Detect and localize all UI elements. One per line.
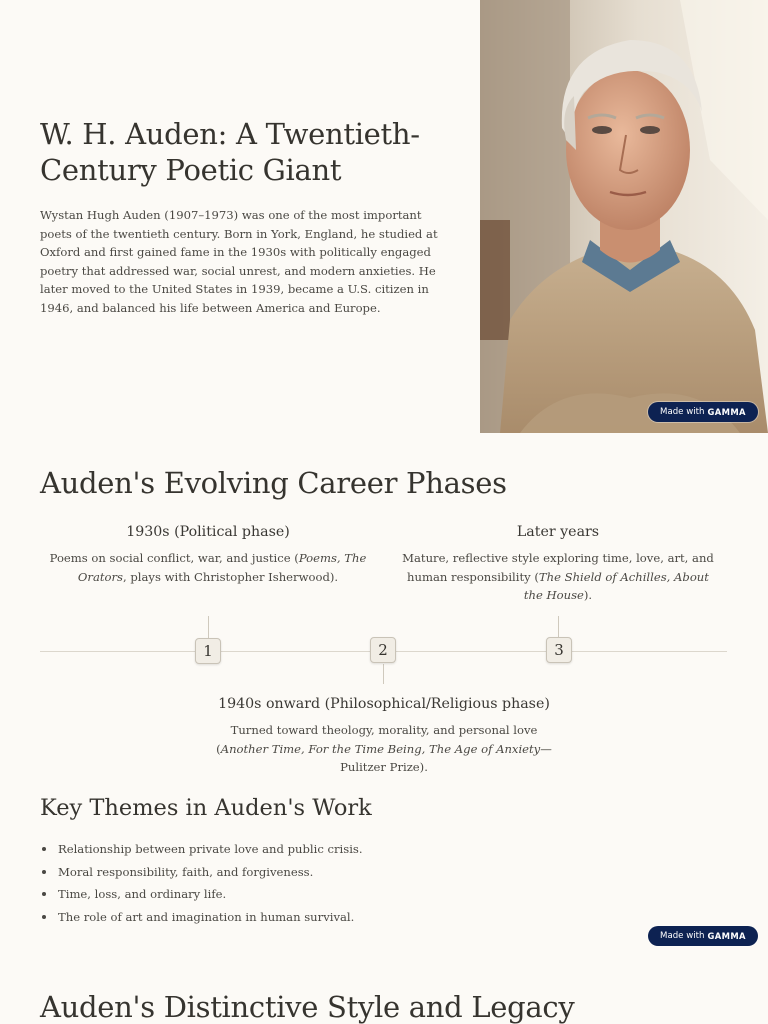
made-with-gamma-badge[interactable] [648, 402, 758, 422]
themes-section-title: Key Themes in Auden's Work [40, 795, 372, 821]
badge-brand: GAMMA [707, 407, 746, 417]
portrait-image [480, 0, 768, 433]
phase-heading: Later years [516, 524, 600, 540]
badge-brand: GAMMA [707, 931, 746, 941]
badge-prefix: Made with [660, 931, 705, 941]
list-item: The role of art and imagination in human survival. [40, 906, 600, 929]
timeline-marker-3: 3 [546, 637, 572, 663]
phase-description: Mature, reflective style exploring time, love, art, and human responsibility (The Shield of Achilles, About the House). [402, 551, 714, 602]
timeline-connector [558, 616, 559, 638]
timeline-marker-2: 2 [370, 637, 396, 663]
phase-heading: 1930s (Political phase) [126, 524, 290, 540]
phase-later-years [398, 522, 718, 605]
made-with-gamma-badge[interactable] [648, 926, 758, 946]
phase-heading: 1940s onward (Philosophical/Religious phase) [218, 696, 550, 712]
timeline-connector [208, 616, 209, 638]
list-item: Moral responsibility, faith, and forgiveness. [40, 861, 600, 884]
page-title: W. H. Auden: A Twentieth-Century Poetic Giant [40, 117, 420, 187]
phase-description: Turned toward theology, morality, and personal love (Another Time, For the Time Being, The Age of Anxiety— Pulitzer Prize). [216, 723, 552, 774]
list-item: Time, loss, and ordinary life. [40, 883, 600, 906]
list-item: Relationship between private love and public crisis. [40, 838, 600, 861]
themes-list [40, 838, 600, 928]
timeline-marker-1: 1 [195, 638, 221, 664]
badge-prefix: Made with [660, 407, 705, 417]
portrait-photo-icon [480, 0, 768, 433]
phase-description: Poems on social conflict, war, and justice (Poems, The Orators, plays with Christopher Isherwood). [49, 551, 367, 584]
phase-1930s [48, 522, 368, 586]
intro-paragraph: Wystan Hugh Auden (1907–1973) was one of the most important poets of the twentieth century. Born in York, England, he studied at Oxford and first gained fame in the 1930s with politically engaged poetry that addressed war, social unrest, and modern anxieties. He later moved to the United States in 1939, became a U.S. citizen in 1946, and balanced his life between America and Europe. [40, 208, 438, 315]
phase-1940s [214, 694, 554, 777]
legacy-section-title: Auden's Distinctive Style and Legacy [40, 990, 575, 1024]
career-section-title: Auden's Evolving Career Phases [40, 466, 507, 500]
timeline-connector [383, 664, 384, 684]
